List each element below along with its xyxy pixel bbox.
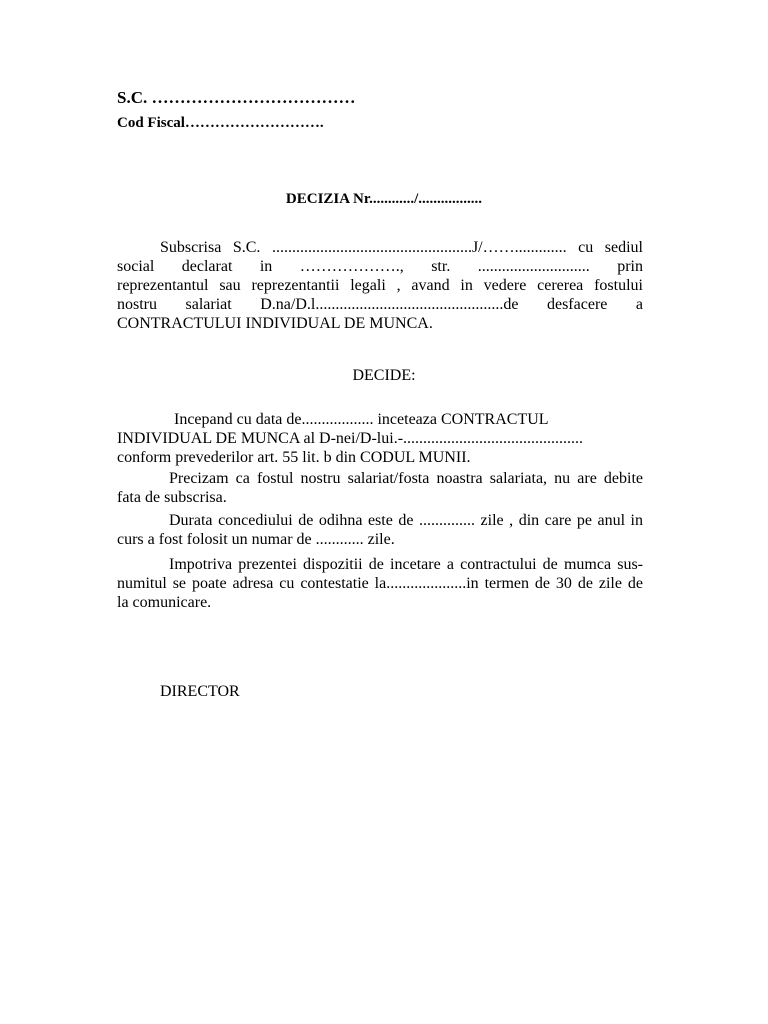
body-paragraph-1 — [117, 410, 643, 467]
body-line: Impotriva prezentei dispozitii de incetare a contractului de mumca sus- — [169, 556, 643, 573]
fiscal-code-line: Cod Fiscal………………………. — [117, 115, 324, 131]
body-line: Durata concediului de odihna este de .............. zile , din care pe anul in — [169, 512, 643, 529]
signature-director: DIRECTOR — [160, 683, 240, 700]
decide-heading: DECIDE: — [352, 367, 416, 384]
body-paragraph-3 — [117, 511, 643, 549]
body-paragraph-2 — [117, 469, 643, 507]
intro-paragraph — [117, 238, 643, 333]
body-line: numitul se poate adresa cu contestatie la....................in termen de 30 de zile de — [117, 575, 643, 592]
body-line: la comunicare. — [117, 594, 212, 611]
intro-line: Subscrisa S.C. ..................................................J/……............. cu sediul — [160, 239, 643, 256]
body-line: INDIVIDUAL DE MUNCA al D-nei/D-lui.-............................................. — [117, 430, 584, 447]
body-line: curs a fost folosit un numar de ............ zile. — [117, 531, 395, 548]
intro-line: CONTRACTULUI INDIVIDUAL DE MUNCA. — [117, 315, 433, 332]
body-paragraph-4 — [117, 555, 643, 612]
intro-line: social declarat in ………………., str. ............................ prin — [117, 258, 643, 275]
intro-line: nostru salariat D.na/D.l...............................................de desfacere a — [117, 296, 643, 313]
intro-line: reprezentantul sau reprezentantii legali , avand in vedere cererea fostului — [117, 277, 643, 294]
body-line: Precizam ca fostul nostru salariat/fosta noastra salariata, nu are debite — [169, 470, 643, 487]
body-line: conform prevederilor art. 55 lit. b din CODUL MUNII. — [117, 449, 471, 466]
body-line: fata de subscrisa. — [117, 489, 227, 506]
body-line: Incepand cu data de.................. inceteaza CONTRACTUL — [174, 411, 549, 428]
decision-title: DECIZIA Nr............/................. — [285, 191, 483, 207]
company-line: S.C. ……………………………… — [117, 88, 356, 107]
